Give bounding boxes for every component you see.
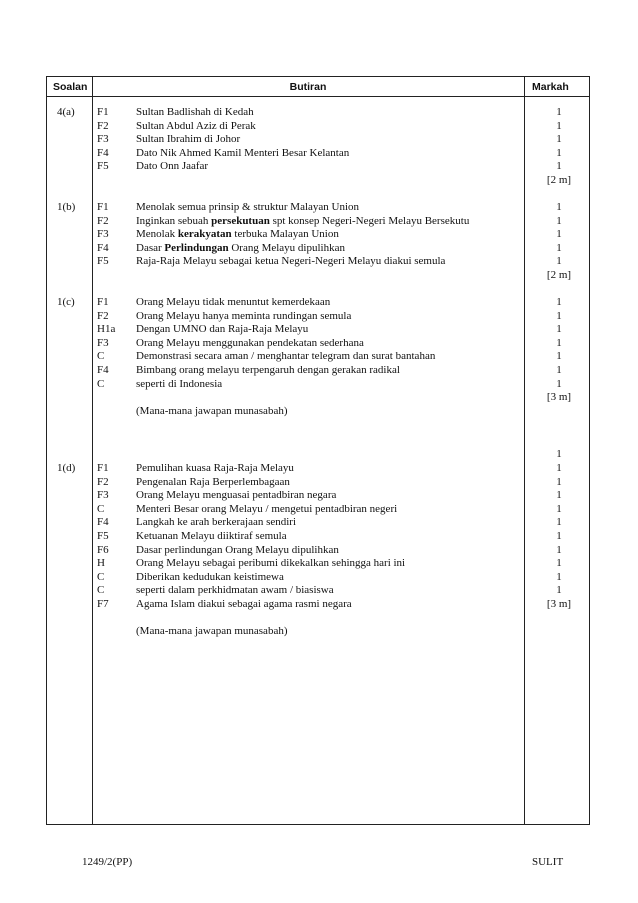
point-text: Raja-Raja Melayu sebagai ketua Negeri-Negeri Melayu diakui semula <box>136 255 446 268</box>
point-code: C <box>97 570 105 583</box>
mark-value: 1 <box>556 543 562 556</box>
point-text: Dasar Perlindungan Orang Melayu dipulihkan <box>136 241 345 254</box>
point-text: Sultan Abdul Aziz di Perak <box>136 119 256 132</box>
point-text: Sultan Ibrahim di Johor <box>136 133 241 146</box>
point-code: C <box>97 584 105 597</box>
point-code: C <box>97 377 105 390</box>
mark-value: 1 <box>556 201 562 213</box>
mark-value: 1 <box>556 296 562 308</box>
mark-value: 1 <box>556 570 562 583</box>
point-text: Menteri Besar orang Melayu / mengetui pentadbiran negeri <box>136 502 398 515</box>
question-number: 1(c) <box>57 296 75 308</box>
point-text: Orang Melayu hanya meminta rundingan semula <box>136 309 352 322</box>
marking-scheme-table <box>46 76 590 825</box>
mark-value: 1 <box>556 516 562 529</box>
point-code: C <box>97 350 105 363</box>
point-text: Pemulihan kuasa Raja-Raja Melayu <box>136 462 294 474</box>
point-code: F3 <box>97 133 109 146</box>
mark-value: 1 <box>556 364 562 376</box>
point-code: C <box>97 502 105 515</box>
point-text: Orang Melayu menggunakan pendekatan sederhana <box>136 336 364 349</box>
point-code: F3 <box>97 336 109 349</box>
point-text: Langkah ke arah berkerajaan sendiri <box>136 516 297 529</box>
point-text: Orang Melayu tidak menuntut kemerdekaan <box>136 296 331 308</box>
note-text: (Mana-mana jawapan munasabah) <box>136 624 288 637</box>
mark-value: 1 <box>556 255 562 268</box>
total-marks: [2 m] <box>546 269 572 281</box>
point-code: F4 <box>97 146 109 159</box>
point-code: H1a <box>97 323 116 336</box>
point-text: Sultan Badlishah di Kedah <box>136 106 254 118</box>
point-code: F2 <box>97 214 109 227</box>
point-code: F7 <box>97 598 109 610</box>
point-text: seperti di Indonesia <box>136 377 223 390</box>
total-marks: [2 m] <box>546 174 572 186</box>
point-code: H <box>97 557 105 570</box>
mark-value: 1 <box>556 475 562 488</box>
mark-value: 1 <box>556 214 562 227</box>
mark-value: 1 <box>556 119 562 132</box>
header-butiran: Butiran <box>289 81 327 93</box>
point-code: F5 <box>97 160 109 173</box>
point-code: F5 <box>97 255 109 268</box>
point-text: Orang Melayu sebagai peribumi dikekalkan sehingga hari ini <box>136 557 406 570</box>
point-code: F4 <box>97 241 109 254</box>
mark-value: 1 <box>556 489 562 502</box>
point-text: Orang Melayu menguasai pentadbiran negara <box>136 489 337 502</box>
mark-value: 1 <box>556 584 562 597</box>
mark-value: 1 <box>556 323 562 336</box>
column-divider <box>92 77 93 824</box>
point-code: F1 <box>97 106 109 118</box>
mark-value: 1 <box>556 448 562 460</box>
point-code: F2 <box>97 475 109 488</box>
question-number: 4(a) <box>57 106 75 118</box>
mark-value: 1 <box>556 502 562 515</box>
point-text: Inginkan sebuah persekutuan spt konsep Negeri-Negeri Melayu Bersekutu <box>136 214 470 227</box>
point-text: Dasar perlindungan Orang Melayu dipulihkan <box>136 543 339 556</box>
mark-value: 1 <box>556 228 562 241</box>
point-text: Agama Islam diakui sebagai agama rasmi negara <box>136 598 352 610</box>
point-code: F4 <box>97 516 109 529</box>
header-markah: Markah <box>532 81 569 93</box>
total-marks: [3 m] <box>546 598 572 610</box>
mark-value: 1 <box>556 350 562 363</box>
point-code: F4 <box>97 364 109 376</box>
note-text: (Mana-mana jawapan munasabah) <box>136 405 288 418</box>
point-text: Ketuanan Melayu diiktiraf semula <box>136 530 287 542</box>
point-code: F2 <box>97 119 109 132</box>
mark-value: 1 <box>556 530 562 542</box>
point-code: F6 <box>97 543 109 556</box>
status-label: SULIT <box>532 856 564 868</box>
total-marks: [3 m] <box>546 391 572 404</box>
point-text: Bimbang orang melayu terpengaruh dengan gerakan radikal <box>136 364 400 376</box>
mark-value: 1 <box>556 462 562 474</box>
point-text: Demonstrasi secara aman / menghantar telegram dan surat bantahan <box>136 350 436 363</box>
mark-value: 1 <box>556 241 562 254</box>
point-code: F3 <box>97 489 109 502</box>
question-number: 1(d) <box>57 462 76 474</box>
point-code: F3 <box>97 228 109 241</box>
paper-code: 1249/2(PP) <box>82 856 133 868</box>
mark-value: 1 <box>556 336 562 349</box>
column-divider <box>524 77 525 824</box>
mark-value: 1 <box>556 377 562 390</box>
mark-value: 1 <box>556 557 562 570</box>
header-soalan: Soalan <box>53 81 88 93</box>
point-code: F1 <box>97 296 109 308</box>
point-code: F1 <box>97 201 109 213</box>
question-number: 1(b) <box>57 201 76 213</box>
point-text: Menolak kerakyatan terbuka Malayan Union <box>136 228 339 241</box>
point-text: Dengan UMNO dan Raja-Raja Melayu <box>136 323 309 336</box>
point-code: F2 <box>97 309 109 322</box>
mark-value: 1 <box>556 106 562 118</box>
point-text: Menolak semua prinsip & struktur Malayan Union <box>136 201 360 213</box>
point-text: Dato Nik Ahmed Kamil Menteri Besar Kelantan <box>136 146 350 159</box>
point-code: F1 <box>97 462 109 474</box>
mark-value: 1 <box>556 309 562 322</box>
point-text: Dato Onn Jaafar <box>136 160 209 173</box>
point-text: seperti dalam perkhidmatan awam / biasiswa <box>136 584 334 597</box>
mark-value: 1 <box>556 133 562 146</box>
point-text: Diberikan kedudukan keistimewa <box>136 570 284 583</box>
mark-value: 1 <box>556 160 562 173</box>
point-text: Pengenalan Raja Berperlembagaan <box>136 475 290 488</box>
mark-value: 1 <box>556 146 562 159</box>
point-code: F5 <box>97 530 109 542</box>
